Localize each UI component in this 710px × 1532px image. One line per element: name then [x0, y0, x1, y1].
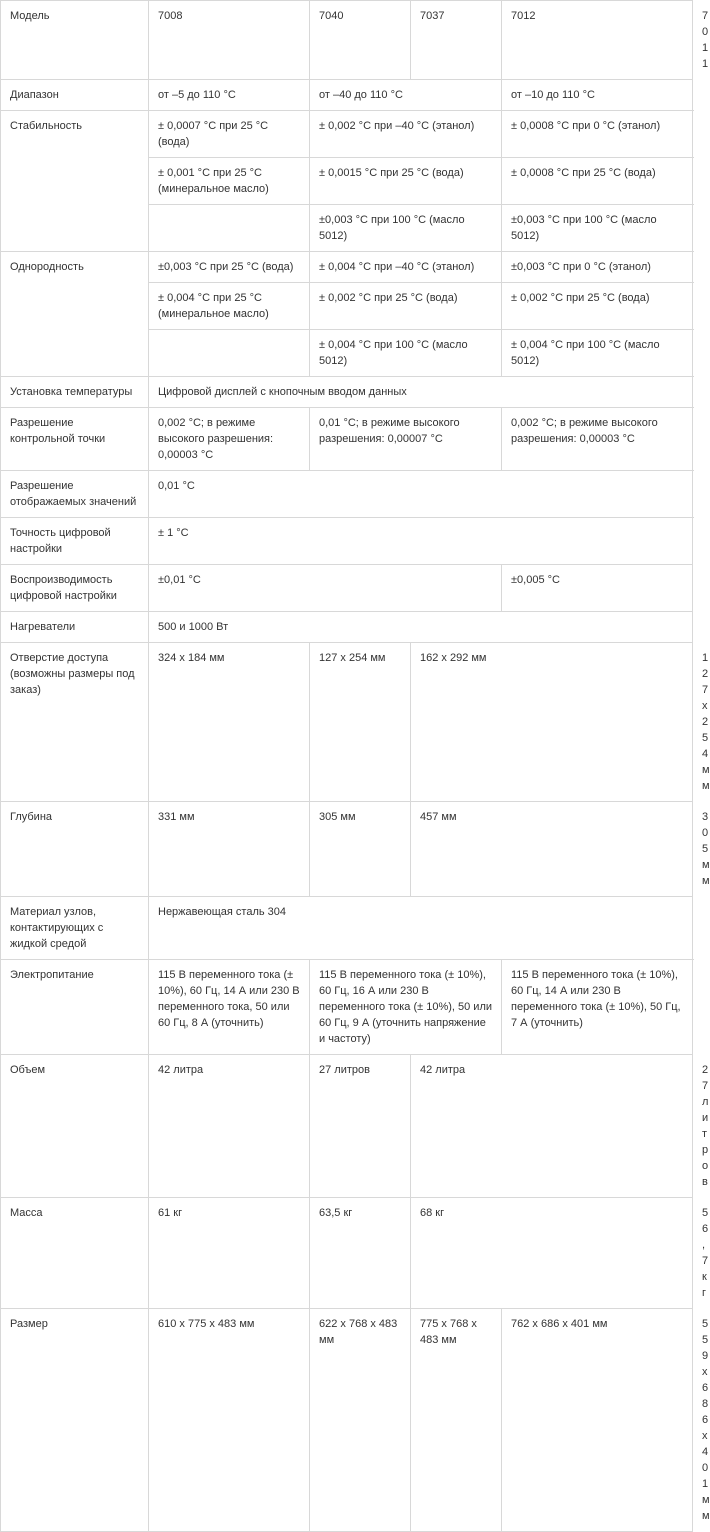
row-model: Модель 7008 7040 7037 7012 7011 [1, 1, 693, 80]
depth-7037-7012: 457 мм [411, 802, 693, 897]
temp-setting-value: Цифровой дисплей с кнопочным вводом данных [149, 377, 693, 408]
row-digital-accuracy [1, 518, 693, 565]
row-temp-setting [1, 377, 693, 408]
row-uniformity-1 [1, 252, 693, 283]
row-power [1, 960, 693, 1055]
access-opening-7037-7012: 162 x 292 мм [411, 643, 693, 802]
row-label-size: Размер [1, 1309, 149, 1532]
power-7008: 115 В переменного тока (± 10%), 60 Гц, 14 А или 230 В переменного тока, 50 или 60 Гц, 8 А (уточнить) [149, 960, 310, 1055]
volume-7040: 27 литров [310, 1055, 411, 1198]
stability-1-7040-7037: ± 0,002 °C при –40 °C (этанол) [310, 111, 502, 158]
row-size: Размер 610 x 775 x 483 мм 622 x 768 x 483 мм 775 x 768 x 483 мм 762 x 686 x 401 мм 559 x 686 x 401 мм [1, 1309, 693, 1532]
power-7012-7011: 115 В переменного тока (± 10%), 60 Гц, 14 А или 230 В переменного тока (± 10%), 50 Гц, 7 А (уточнить) [502, 960, 693, 1055]
range-7008: от –5 до 110 °C [149, 80, 310, 111]
mass-7037-7012: 68 кг [411, 1198, 693, 1309]
range-7040-7037: от –40 до 110 °C [310, 80, 502, 111]
stability-3-7008-empty [149, 205, 310, 252]
power-7040-7037: 115 В переменного тока (± 10%), 60 Гц, 16 А или 230 В переменного тока (± 10%), 50 или 60 Гц, 9 А (уточнить напряжение и частоту) [310, 960, 502, 1055]
digital-repeatability-7012: ±0,005 °C [502, 565, 693, 612]
row-material [1, 897, 693, 960]
row-label-temp-setting: Установка температуры [1, 377, 149, 408]
model-7040: 7040 [310, 1, 411, 80]
uniformity-1-7040-7037: ± 0,004 °C при –40 °C (этанол) [310, 252, 502, 283]
row-volume: Объем 42 литра 27 литров 42 литра 27 литров [1, 1055, 693, 1198]
row-setpoint-resolution [1, 408, 693, 471]
stability-2-7008: ± 0,001 °C при 25 °C (минеральное масло) [149, 158, 310, 205]
display-resolution-value: 0,01 °C [149, 471, 693, 518]
stability-2-7040-7037: ± 0,0015 °C при 25 °C (вода) [310, 158, 502, 205]
digital-accuracy-value: ± 1 °C [149, 518, 693, 565]
row-label-material: Материал узлов, контактирующих с жидкой средой [1, 897, 149, 960]
size-7040: 622 x 768 x 483 мм [310, 1309, 411, 1532]
row-label-uniformity: Однородность [1, 252, 149, 377]
access-opening-7040: 127 x 254 мм [310, 643, 411, 802]
stability-2-7012-7011: ± 0,0008 °C при 25 °C (вода) [502, 158, 693, 205]
model-7037: 7037 [411, 1, 502, 80]
row-label-setpoint-resolution: Разрешение контрольной точки [1, 408, 149, 471]
uniformity-2-7008: ± 0,004 °C при 25 °C (минеральное масло) [149, 283, 310, 330]
row-access-opening: Отверстие доступа (возможны размеры под заказ) 324 x 184 мм 127 x 254 мм 162 x 292 мм 127 x 254 мм [1, 643, 693, 802]
uniformity-2-7040-7037: ± 0,002 °C при 25 °C (вода) [310, 283, 502, 330]
row-label-digital-repeatability: Воспроизводимость цифровой настройки [1, 565, 149, 612]
range-7012-7011: от –10 до 110 °C [502, 80, 693, 111]
volume-7008: 42 литра [149, 1055, 310, 1198]
stability-1-7012-7011: ± 0,0008 °C при 0 °C (этанол) [502, 111, 693, 158]
stability-3-7012-7011: ±0,003 °C при 100 °C (масло 5012) [502, 205, 693, 252]
uniformity-3-7008-empty [149, 330, 310, 377]
row-label-volume: Объем [1, 1055, 149, 1198]
access-opening-7008: 324 x 184 мм [149, 643, 310, 802]
uniformity-1-7008: ±0,003 °C при 25 °C (вода) [149, 252, 310, 283]
depth-7040: 305 мм [310, 802, 411, 897]
row-stability-1 [1, 111, 693, 158]
uniformity-2-7012-7011: ± 0,002 °C при 25 °C (вода) [502, 283, 693, 330]
row-label-model: Модель [1, 1, 149, 80]
setpoint-resolution-7040-7037: 0,01 °C; в режиме высокого разрешения: 0,00007 °C [310, 408, 502, 471]
row-depth: Глубина 331 мм 305 мм 457 мм 305 мм [1, 802, 693, 897]
row-label-digital-accuracy: Точность цифровой настройки [1, 518, 149, 565]
size-7037: 775 x 768 x 483 мм [411, 1309, 502, 1532]
row-label-access-opening: Отверстие доступа (возможны размеры под заказ) [1, 643, 149, 802]
mass-7040: 63,5 кг [310, 1198, 411, 1309]
material-value: Нержавеющая сталь 304 [149, 897, 693, 960]
row-label-mass: Масса [1, 1198, 149, 1309]
depth-7008: 331 мм [149, 802, 310, 897]
size-7012: 762 x 686 x 401 мм [502, 1309, 693, 1532]
stability-1-7008: ± 0,0007 °C при 25 °C (вода) [149, 111, 310, 158]
row-label-depth: Глубина [1, 802, 149, 897]
model-7008: 7008 [149, 1, 310, 80]
row-mass: Масса 61 кг 63,5 кг 68 кг 56,7 кг [1, 1198, 693, 1309]
heaters-value: 500 и 1000 Вт [149, 612, 693, 643]
row-label-heaters: Нагреватели [1, 612, 149, 643]
size-7008: 610 x 775 x 483 мм [149, 1309, 310, 1532]
row-label-power: Электропитание [1, 960, 149, 1055]
row-label-stability: Стабильность [1, 111, 149, 252]
setpoint-resolution-7008: 0,002 °C; в режиме высокого разрешения: 0,00003 °C [149, 408, 310, 471]
uniformity-3-7012-7011: ± 0,004 °C при 100 °C (масло 5012) [502, 330, 693, 377]
volume-7037-7012: 42 литра [411, 1055, 693, 1198]
row-digital-repeatability [1, 565, 693, 612]
row-label-display-resolution: Разрешение отображаемых значений [1, 471, 149, 518]
digital-repeatability-7008-7037: ±0,01 °C [149, 565, 502, 612]
stability-3-7040-7037: ±0,003 °C при 100 °C (масло 5012) [310, 205, 502, 252]
row-heaters [1, 612, 693, 643]
row-label-range: Диапазон [1, 80, 149, 111]
setpoint-resolution-7012-7011: 0,002 °C; в режиме высокого разрешения: 0,00003 °C [502, 408, 693, 471]
row-display-resolution [1, 471, 693, 518]
uniformity-1-7012-7011: ±0,003 °C при 0 °C (этанол) [502, 252, 693, 283]
model-7012: 7012 [502, 1, 693, 80]
mass-7008: 61 кг [149, 1198, 310, 1309]
row-range [1, 80, 693, 111]
uniformity-3-7040-7037: ± 0,004 °C при 100 °C (масло 5012) [310, 330, 502, 377]
